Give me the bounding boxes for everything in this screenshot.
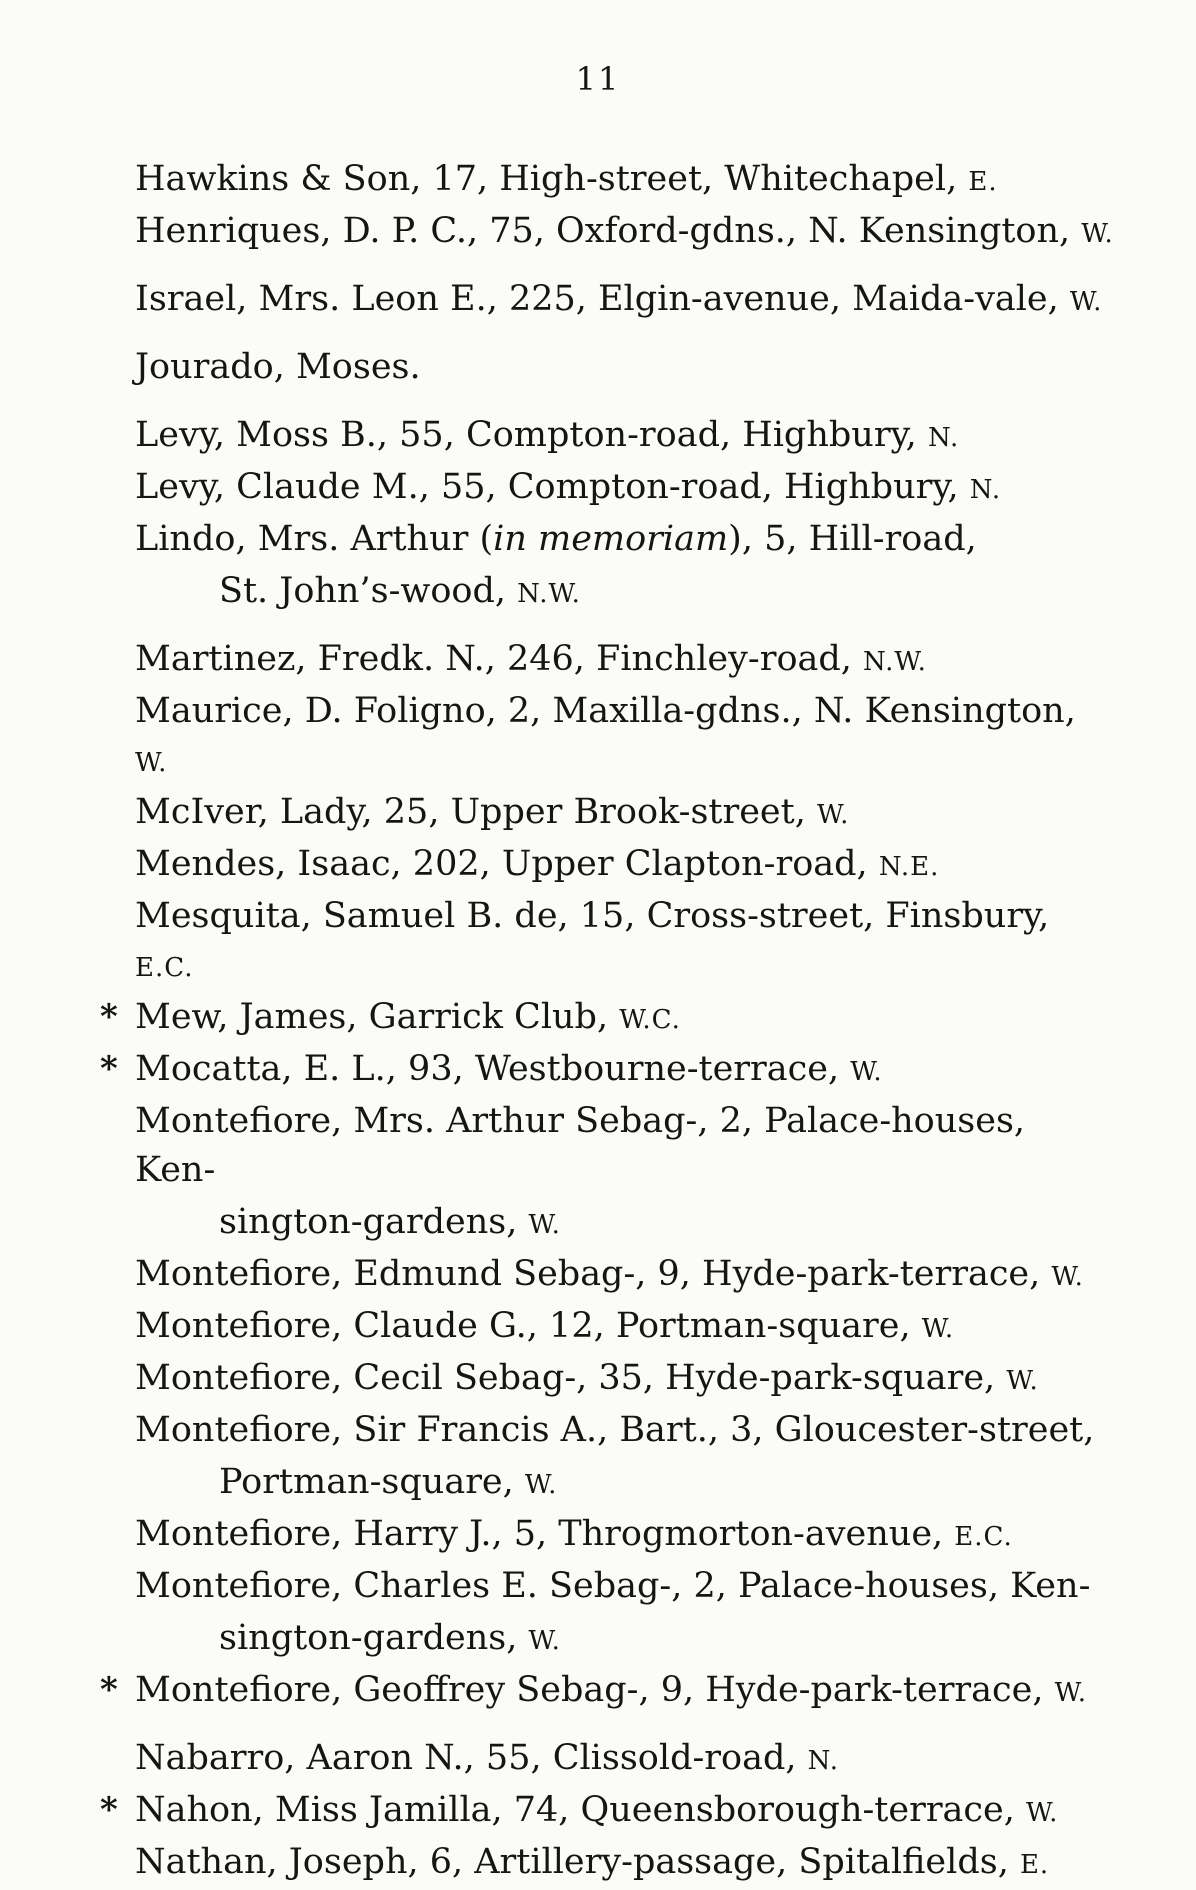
list-item: Mesquita, Samuel B. de, 15, Cross-street, Finsbury, E.C. [135,896,1050,983]
list-item: Martinez, Fredk. N., 246, Finchley-road, N.W. [135,639,927,679]
list-item: Nathan, Joseph, 6, Artillery-passage, Spitalfields, E. [135,1842,1050,1882]
page-number: 11 [575,60,621,98]
list-item: McIver, Lady, 25, Upper Brook-street, W. [135,792,850,832]
list-item: Lindo, Mrs. Arthur (in memoriam), 5, Hill-road, St. John’s-wood, N.W. [135,519,977,611]
list-item: * Mew, James, Garrick Club, W.C. [0,993,1196,1045]
list-item: Montefiore, Edmund Sebag-, 9, Hyde-park-terrace, W. [135,1254,1084,1294]
list-item: Montefiore, Claude G., 12, Portman-square, W. [135,1306,955,1346]
list-item: Nabarro, Aaron N., 55, Clissold-road, N. [135,1738,839,1778]
list-item: Montefiore, Mrs. Arthur Sebag-, 2, Palace-houses, Ken- sington-gardens, W. [135,1101,1026,1242]
list-item: Mendes, Isaac, 202, Upper Clapton-road, N.E. [135,844,940,884]
list-item: Levy, Claude M., 55, Compton-road, Highbury, N. [135,467,1002,507]
asterisk-mark: * [100,1670,118,1710]
list-item: Montefiore, Cecil Sebag-, 35, Hyde-park-square, W. [135,1358,1039,1398]
list-item: Montefiore, Charles E. Sebag-, 2, Palace-houses, Ken- sington-gardens, W. [135,1566,1091,1658]
asterisk-mark: * [100,1049,118,1089]
list-item: Levy, Moss B., 55, Compton-road, Highbury, N. [135,415,960,455]
asterisk-mark: * [100,997,118,1037]
list-item: * Mocatta, E. L., 93, Westbourne-terrace, W. [0,1045,1196,1097]
subscriber-list [0,155,1196,1890]
list-item: * Montefiore, Geoffrey Sebag-, 9, Hyde-park-terrace, W. [0,1666,1196,1718]
list-item: * Nahon, Miss Jamilla, 74, Queensborough-terrace, W. [0,1786,1196,1838]
list-item: Montefiore, Harry J., 5, Throgmorton-avenue, E.C. [135,1514,1013,1554]
list-item: Israel, Mrs. Leon E., 225, Elgin-avenue, Maida-vale, W. [135,279,1103,319]
list-item: Henriques, D. P. C., 75, Oxford-gdns., N. Kensington, W. [135,211,1114,251]
list-item: Hawkins & Son, 17, High-street, Whitechapel, E. [135,159,998,199]
asterisk-mark: * [100,1790,118,1830]
list-item: Maurice, D. Foligno, 2, Maxilla-gdns., N. Kensington, W. [135,691,1076,778]
list-item: Jourado, Moses. [135,347,421,387]
list-item: Montefiore, Sir Francis A., Bart., 3, Gloucester-street, Portman-square, W. [135,1410,1095,1502]
